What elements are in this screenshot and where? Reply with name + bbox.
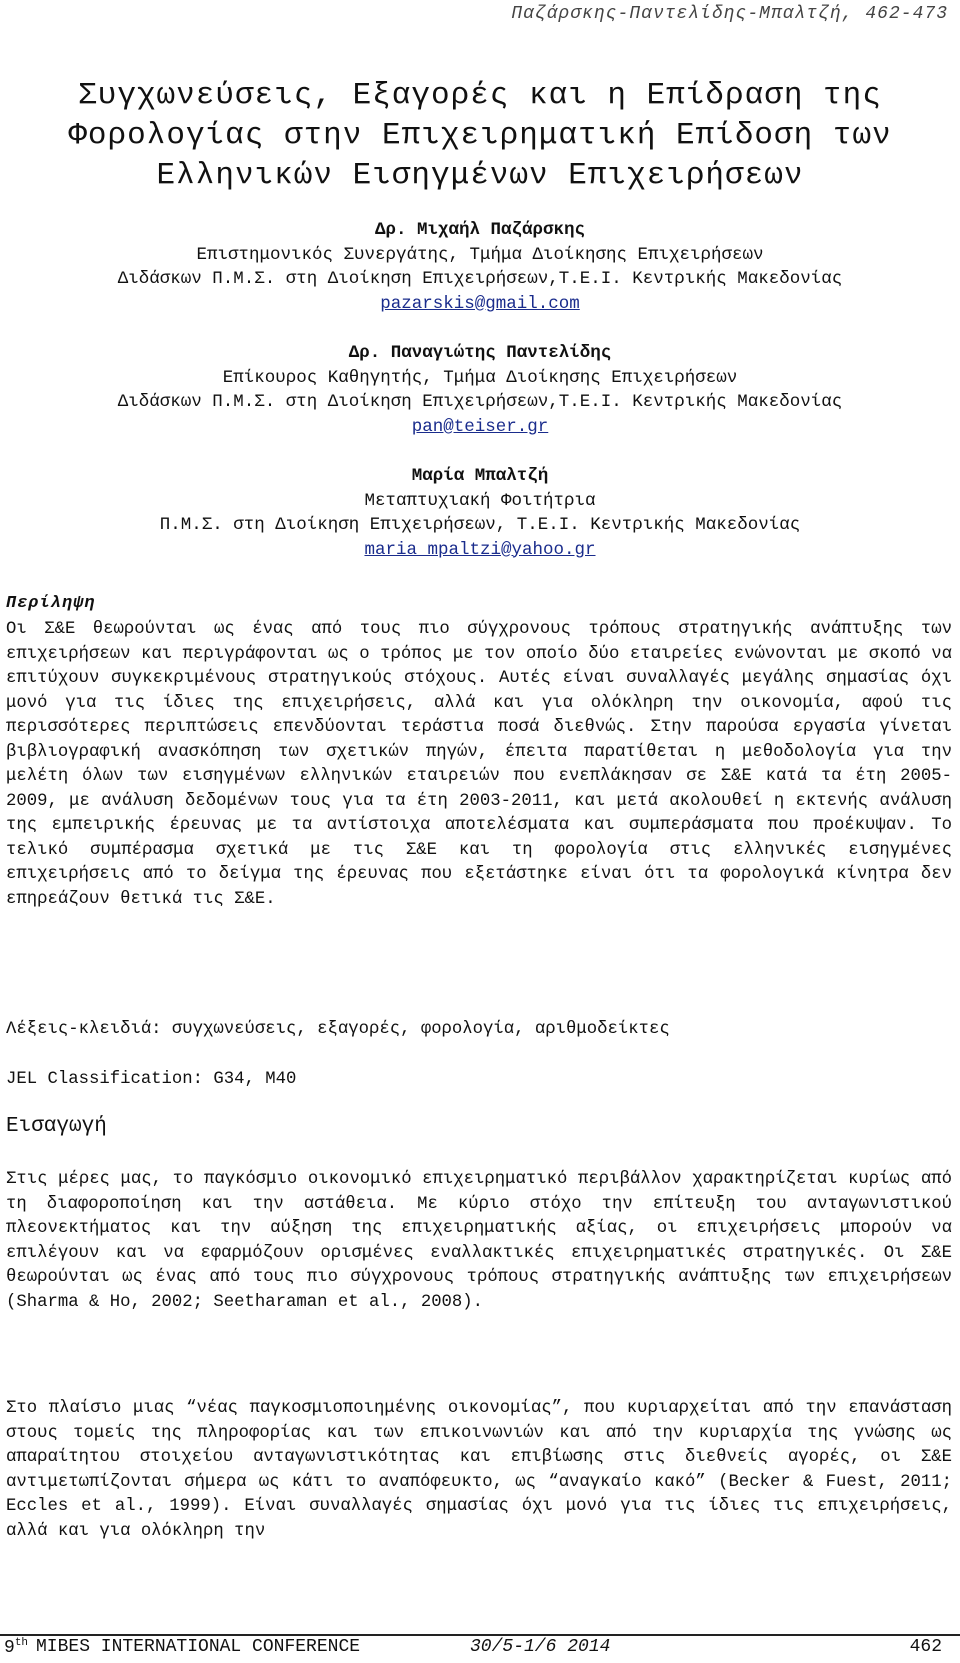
author-role: Μεταπτυχιακή Φοιτήτρια [364,490,596,511]
keywords-line: Λέξεις-κλειδιά: συγχωνεύσεις, εξαγορές, φορολογία, αριθμοδείκτες [6,1020,670,1039]
footer-dates: 30/5-1/6 2014 [470,1637,611,1657]
author-list [0,218,960,587]
title-line-2: Φορολογίας στην Επιχειρηματική Επίδοση των [68,118,892,153]
author-role: Επιστημονικός Συνεργάτης, Τμήμα Διοίκησης Επιχειρήσεων [196,244,764,265]
title-line-3: Ελληνικών Εισηγμένων Επιχειρήσεων [156,158,804,193]
paper-title [0,76,960,196]
author-block [0,464,960,562]
footer-edition [4,1637,28,1658]
title-line-1: Συγχωνεύσεις, Εξαγορές και η Επίδραση της [78,78,882,113]
introduction-paragraph-2: Στο πλαίσιο μιας “νέας παγκοσμιοποιημένης οικονομίας”, που κυριαρχείται από την επανάσταση στους τομείς της πληροφορίας και των επικοινωνιών και από την κυριαρχία της γνώσης ως απαραίτητου στοιχείου ανταγωνιστικότητας και επιβίωσης στις διεθνείς αγορές, οι Σ&Ε αντιμετωπίζονται σήμερα ως κάτι το αναπόφευκτο, ως “αναγκαίο κακό” (Becker & Fuest, 2011; Eccles et al., 1999). Είναι συναλλαγές σημασίας όχι μονό για τις ίδιες τις επιχειρήσεις, αλλά και για ολόκληρη την [6,1399,952,1541]
author-name: Δρ. Μιχαήλ Παζάρσκης [374,220,586,240]
footer-edition-number: 9 [4,1638,15,1658]
author-affiliation: Π.Μ.Σ. στη Διοίκηση Επιχειρήσεων, Τ.Ε.Ι. Κεντρικής Μακεδονίας [159,515,801,535]
author-name: Μαρία Μπαλτζή [411,466,549,486]
introduction-heading: Εισαγωγή [6,1115,107,1138]
author-block [0,218,960,316]
jel-classification: JEL Classification: G34, M40 [6,1070,297,1089]
page-number: 462 [909,1637,942,1657]
author-email-link[interactable]: pazarskis@gmail.com [380,293,580,314]
running-header: Παζάρσκης-Παντελίδης-Μπαλτζή, 462-473 [511,4,948,24]
author-name: Δρ. Παναγιώτης Παντελίδης [348,343,612,363]
footer-edition-suffix: th [14,1637,29,1649]
author-role: Επίκουρος Καθηγητής, Τμήμα Διοίκησης Επιχειρήσεων [222,367,738,388]
abstract-heading: Περίληψη [6,594,96,613]
author-email-link[interactable]: maria_mpaltzi@yahoo.gr [364,539,596,560]
introduction-paragraph-1: Στις μέρες μας, το παγκόσμιο οικονομικό επιχειρηματικό περιβάλλον χαρακτηρίζεται κυρίως από τη διαφοροποίηση και την αστάθεια. Με κύριο στόχο την επίτευξη του ανταγωνιστικού πλεονεκτήματος και την αύξηση της επιχειρηματικής αξίας, οι επιχειρήσεις μπορούν να επιλέγουν και να εφαρμόζουν ορισμένες εναλλακτικές επιχειρηματικές στρατηγικές. Οι Σ&Ε θεωρούνται ως ένας από τους πιο σύγχρονους τρόπους στρατηγικής ανάπτυξης των επιχειρήσεων (Sharma & Ho, 2002; Seetharaman et al., 2008). [6,1170,952,1312]
abstract-text: Οι Σ&Ε θεωρούνται ως ένας από τους πιο σύγχρονους τρόπους στρατηγικής ανάπτυξης των επιχειρήσεων και περιγράφονται ως ο τρόπος με τον οποίο δύο εταιρείες ενώνονται με σκοπό να επιτύχουν συγκεκριμένους στρατηγικούς στόχους. Αυτές είναι συναλλαγές μεγάλης σημασίας όχι μονό για τις ίδιες της επιχειρήσεις, αλλά και για ολόκληρη την οικονομία, αφού τις περισσότερες περιπτώσεις επενδύονται τεράστια ποσά διεθνώς. Στην παρούσα εργασία γίνεται βιβλιογραφική ανασκόπηση των σχετικών πηγών, έπειτα παρατίθεται η μεθοδολογία για την μελέτη όλων των εισηγμένων ελληνικών εταιρειών που ενεπλάκησαν σε Σ&Ε κατά τα έτη 2005-2009, με ανάλυση δεδομένων τους για τα έτη 2003-2011, και μετά ακολουθεί η εκτενής ανάλυση της εμπειρικής έρευνας με τα αντίστοιχα αποτελέσματα και συμπεράσματα που προέκυψαν. Το τελικό συμπέρασμα σχετικά με τις Σ&Ε και τη φορολογία στις ελληνικές εισηγμένες επιχειρήσεις από το δείγμα της έρευνας που εξετάστηκε είναι ότι τα φορολογικά κίνητρα δεν επηρεάζουν θετικά τις Σ&Ε. [6,620,952,909]
page-footer [0,1634,960,1663]
author-block [0,341,960,439]
author-affiliation: Διδάσκων Π.Μ.Σ. στη Διοίκηση Επιχειρήσεων,Τ.Ε.Ι. Κεντρικής Μακεδονίας [117,269,843,289]
author-email-link[interactable]: pan@teiser.gr [411,416,549,437]
footer-conference-name: MIBES INTERNATIONAL CONFERENCE [36,1637,361,1657]
author-affiliation: Διδάσκων Π.Μ.Σ. στη Διοίκηση Επιχειρήσεων,Τ.Ε.Ι. Κεντρικής Μακεδονίας [117,392,843,412]
